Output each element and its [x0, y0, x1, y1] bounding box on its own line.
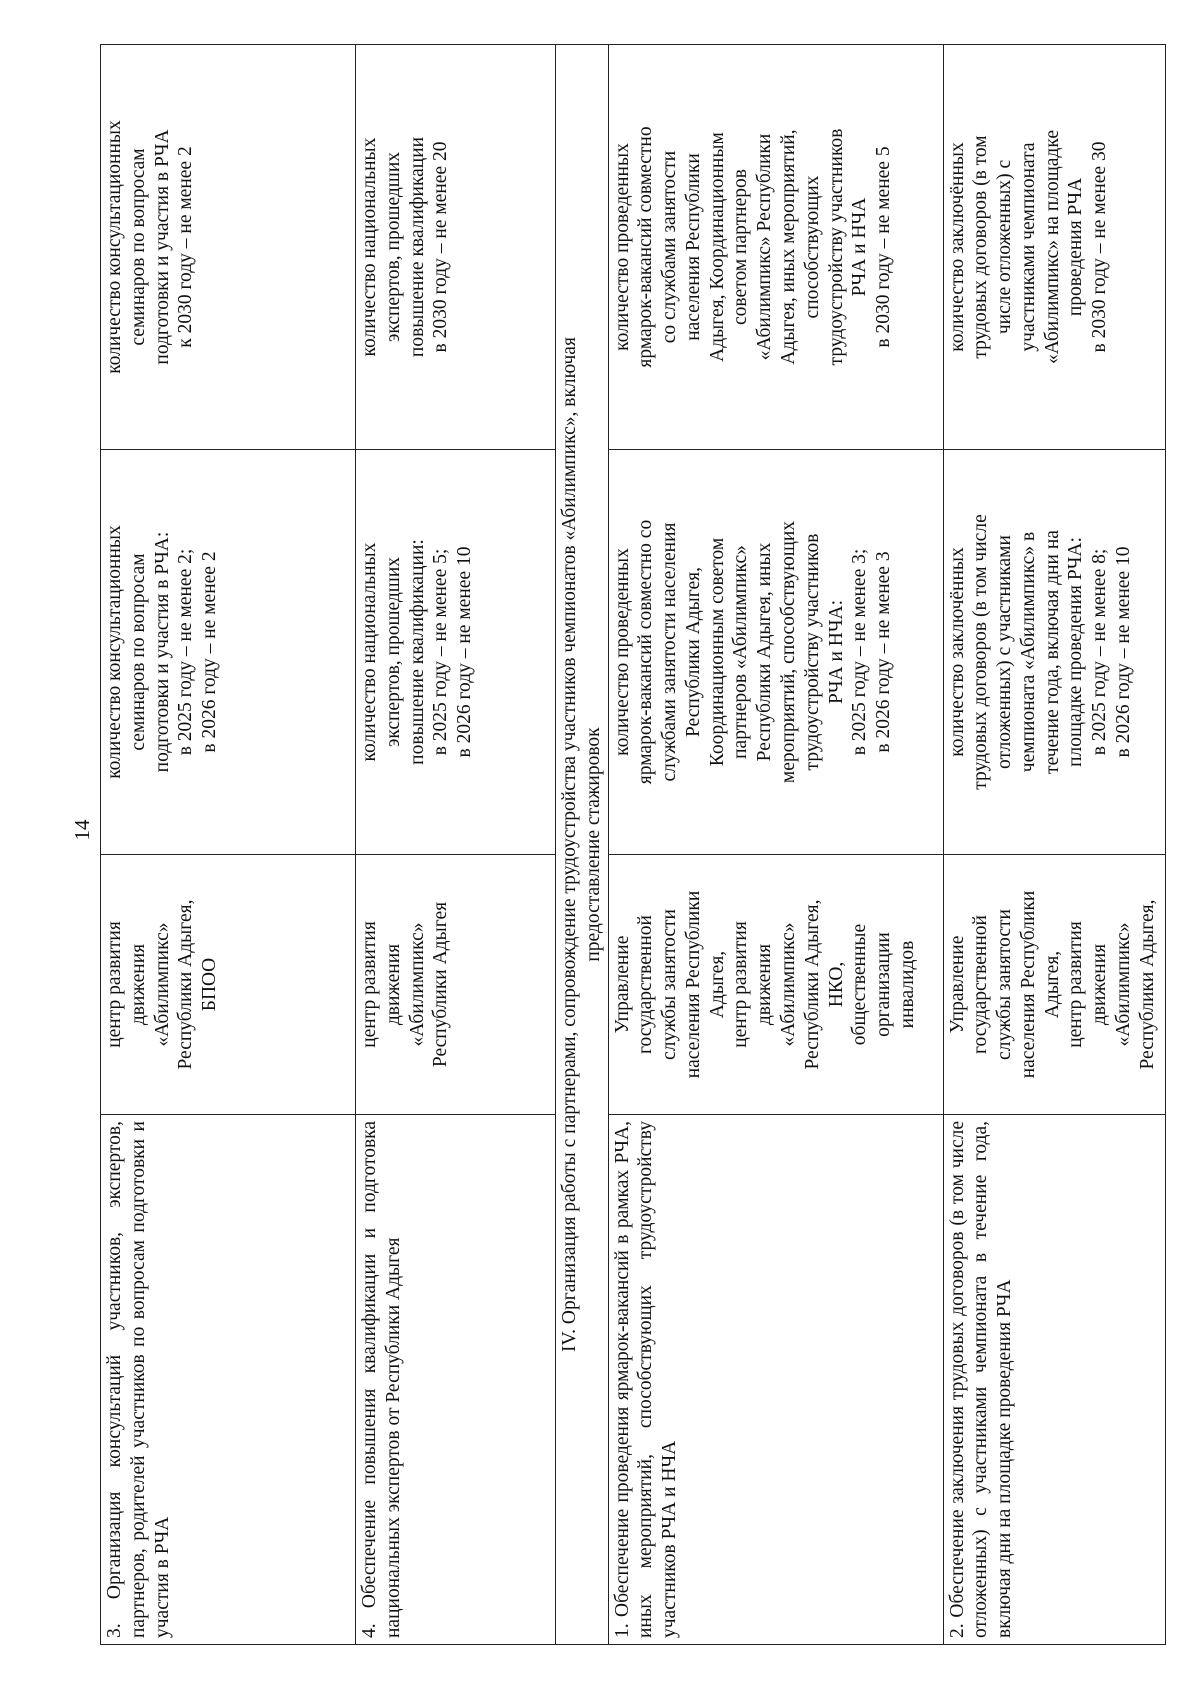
indicator-line: в 2025 году – не менее 3; — [849, 548, 871, 756]
indicator-line: в 2026 году – не менее 2 — [199, 551, 221, 753]
indicator-line: числе отложенных) с — [994, 159, 1016, 335]
table-row — [608, 45, 943, 1645]
section-row — [556, 45, 609, 1645]
indicator-line: количество консультационных — [104, 525, 125, 779]
indicator-line: площадке проведения РЧА: — [1065, 537, 1087, 767]
indicator-line: трудовых договоров (в том числе — [970, 514, 992, 790]
indicator-line: советом партнеров — [730, 169, 752, 325]
responsible-line: «Абилимпикс» — [406, 922, 428, 1047]
responsible-line: «Абилимпикс» — [151, 922, 173, 1047]
responsible-line: Республики Адыгея — [430, 901, 452, 1068]
indicator-line: Республики Адыгея, — [682, 566, 704, 738]
indicator-line: течение года, включая дни на — [1041, 530, 1063, 774]
indicator-line: в 2026 году – не менее 10 — [1113, 546, 1135, 758]
indicator-line: количество заключённых — [946, 142, 968, 352]
responsible-line: движения — [754, 943, 776, 1026]
indicator-line: экспертов, прошедших — [382, 556, 404, 748]
responsible-line: организации — [873, 932, 895, 1037]
responsible-line: Управление — [946, 935, 968, 1034]
indicator-line: повышение квалификации: — [406, 539, 428, 765]
indicator-2025-2026-cell — [101, 450, 356, 855]
section-title — [556, 45, 609, 1645]
indicator-line: в 2026 году – не менее 3 — [873, 551, 895, 753]
indicator-line: трудовых договоров (в том — [970, 135, 992, 359]
indicator-2025-2026-cell — [943, 450, 1165, 855]
plan-table-body — [101, 45, 1166, 1645]
indicator-line: количество национальных — [359, 137, 380, 357]
indicator-line: в 2030 году – не менее 30 — [1089, 141, 1111, 353]
indicator-line: РЧА и НЧА: — [825, 599, 847, 705]
responsible-cell — [101, 855, 356, 1115]
indicator-line: отложенных) с участниками — [994, 535, 1016, 769]
responsible-cell — [608, 855, 943, 1115]
indicator-line: подготовки и участия в РЧА — [151, 129, 173, 365]
indicator-line: количество заключённых — [946, 547, 968, 757]
indicator-line: Адыгея, Координационным — [706, 132, 728, 362]
indicator-line: со службами занятости — [659, 150, 681, 344]
indicator-line: «Абилимпикс» Республики — [754, 133, 776, 361]
responsible-line: государственной — [635, 915, 657, 1054]
responsible-line: Адыгея, — [706, 950, 728, 1019]
indicator-line: трудоустройству участников — [825, 128, 847, 366]
indicator-line: населения Республики — [682, 153, 704, 341]
indicator-line: Адыгея, иных мероприятий, — [778, 129, 800, 365]
indicator-line: количество национальных — [359, 542, 380, 762]
indicator-2030-cell — [943, 45, 1165, 450]
responsible-line: населения Республики — [1017, 890, 1039, 1079]
responsible-line: движения — [1089, 943, 1111, 1026]
responsible-line: БПОО — [199, 957, 221, 1012]
indicator-2030-cell — [356, 45, 556, 450]
indicator-line: партнеров «Абилимпикс» — [730, 545, 752, 759]
indicator-line: трудоустройству участников — [801, 533, 823, 771]
responsible-line: инвалидов — [896, 940, 918, 1029]
responsible-line: центр развития — [1065, 921, 1087, 1048]
responsible-line: службы занятости — [659, 909, 681, 1060]
indicator-line: семинаров по вопросам — [127, 148, 149, 346]
activity-cell: 2. Обеспечение заключения трудовых договоров (в том числе отложенных) с участниками чемпионата в течение года, включая дни на площадке проведения РЧА — [943, 1115, 1165, 1645]
table-row — [943, 45, 1165, 1645]
indicator-line: подготовки и участия в РЧА: — [151, 531, 173, 773]
indicator-line: в 2025 году – не менее 2; — [175, 548, 197, 756]
responsible-line: Республики Адыгея, — [801, 899, 823, 1070]
responsible-line: государственной — [970, 915, 992, 1054]
activity-cell: 1. Обеспечение проведения ярмарок-вакансий в рамках РЧА, иных мероприятий, способствующих трудоустройству участников РЧА и НЧА — [608, 1115, 943, 1645]
indicator-line: количество проведенных — [611, 548, 633, 756]
responsible-cell — [356, 855, 556, 1115]
table-row — [356, 45, 556, 1645]
indicator-line: количество консультационных — [104, 120, 125, 374]
indicator-line: ярмарок-вакансий совместно — [635, 126, 657, 368]
indicator-2030-cell — [608, 45, 943, 450]
indicator-2030-cell — [101, 45, 356, 450]
responsible-line: «Абилимпикс» — [1113, 922, 1135, 1047]
indicator-line: повышение квалификации — [406, 136, 428, 358]
responsible-line: населения Республики — [682, 890, 704, 1079]
indicator-line: в 2030 году – не менее 5 — [873, 146, 895, 348]
indicator-line: проведения РЧА — [1065, 177, 1087, 317]
indicator-line: участниками чемпионата — [1017, 142, 1039, 352]
indicator-line: в 2025 году – не менее 8; — [1089, 548, 1111, 756]
section-title-line: предоставление стажировок — [582, 727, 604, 962]
responsible-line: центр развития — [730, 921, 752, 1048]
indicator-line: мероприятий, способствующих — [778, 520, 800, 784]
indicator-line: «Абилимпикс» на площадке — [1041, 130, 1063, 364]
indicator-line: семинаров по вопросам — [127, 553, 149, 751]
indicator-line: к 2030 году – не менее 2 — [175, 146, 197, 348]
indicator-line: количество проведенных — [611, 143, 633, 351]
indicator-line: способствующих — [801, 175, 823, 319]
responsible-cell — [943, 855, 1165, 1115]
indicator-line: Республики Адыгея, иных — [754, 542, 776, 762]
responsible-line: центр развития — [359, 921, 380, 1048]
indicator-line: Координационным советом — [706, 537, 728, 767]
indicator-line: в 2030 году – не менее 20 — [430, 141, 452, 353]
section-title-line: IV. Организация работы с партнерами, сопровождение трудоустройства участников чемпионатов «Абилимпикс», включая — [559, 337, 580, 1352]
responsible-line: Республики Адыгея, — [1136, 899, 1158, 1070]
rotated-page — [100, 45, 1160, 1645]
indicator-line: экспертов, прошедших — [382, 151, 404, 343]
page-number: 14 — [70, 819, 94, 841]
responsible-line: центр развития — [104, 921, 125, 1048]
indicator-line: чемпионата «Абилимпикс» в — [1017, 531, 1039, 773]
indicator-line: РЧА и НЧА — [849, 197, 871, 297]
responsible-line: НКО, — [825, 961, 847, 1008]
activity-cell: 4. Обеспечение повышения квалификации и подготовка национальных экспертов от Республики Адыгея — [356, 1115, 556, 1645]
indicator-line: службами занятости населения — [659, 522, 681, 782]
indicator-line: ярмарок-вакансий совместно со — [635, 519, 657, 785]
indicator-2025-2026-cell — [608, 450, 943, 855]
activity-cell: 3. Организация консультаций участников, экспертов, партнеров, родителей участников по вопросам подготовки и участия в РЧА — [101, 1115, 356, 1645]
responsible-line: общественные — [849, 923, 871, 1046]
responsible-line: «Абилимпикс» — [778, 922, 800, 1047]
responsible-line: движения — [382, 943, 404, 1026]
indicator-line: в 2025 году – не менее 5; — [430, 548, 452, 756]
responsible-line: Республики Адыгея, — [175, 899, 197, 1070]
indicator-2025-2026-cell — [356, 450, 556, 855]
table-row — [101, 45, 356, 1645]
responsible-line: службы занятости — [994, 909, 1016, 1060]
responsible-line: Адыгея, — [1041, 950, 1063, 1019]
action-plan-table — [100, 44, 1166, 1645]
responsible-line: Управление — [611, 935, 633, 1034]
responsible-line: движения — [127, 943, 149, 1026]
indicator-line: в 2026 году – не менее 10 — [454, 546, 476, 758]
